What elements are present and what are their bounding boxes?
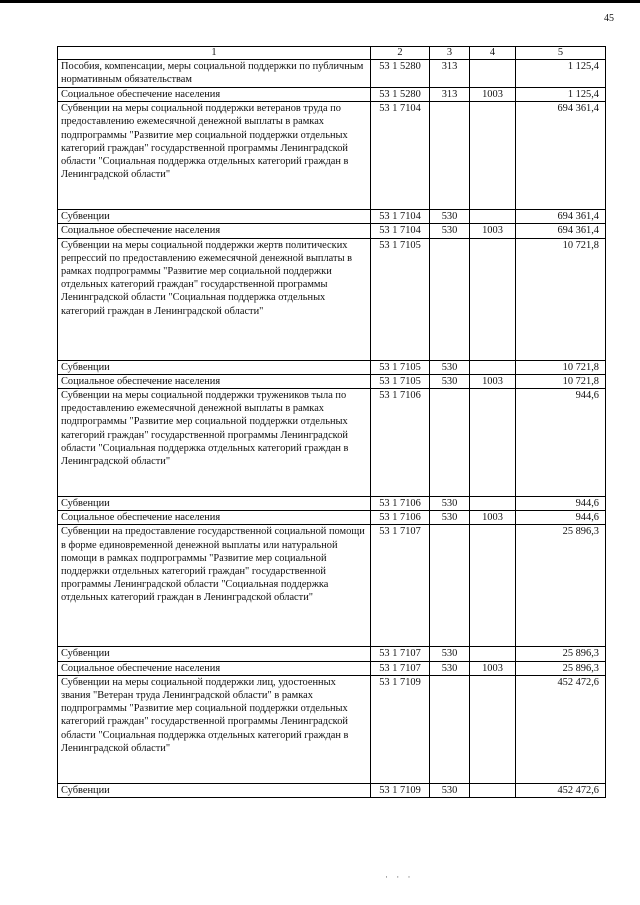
- header-cell: 3: [430, 47, 470, 60]
- row-description: Социальное обеспечение населения: [58, 224, 371, 238]
- table-row: [58, 374, 606, 388]
- row-expense-type: 530: [430, 783, 470, 797]
- row-section: [470, 647, 516, 661]
- table-row: [58, 497, 606, 511]
- row-description: Субвенции на меры социальной поддержки жертв политических репрессий по предоставлению ежемесячной денежной выплаты в рамках подпрограммы "Развитие мер социальной поддержки отдельных категорий граждан" государственной программы Ленинградской области "Социальная поддержка отдельных категорий граждан в Ленинградской области": [58, 238, 371, 360]
- row-description: Субвенции: [58, 783, 371, 797]
- table-row: [58, 88, 606, 102]
- row-expense-type: 530: [430, 661, 470, 675]
- row-section: 1003: [470, 661, 516, 675]
- table-header-row: [58, 47, 606, 60]
- row-section: [470, 210, 516, 224]
- budget-table: [57, 46, 606, 798]
- row-expense-type: [430, 389, 470, 497]
- row-description: Пособия, компенсации, меры социальной поддержки по публичным нормативным обязательствам: [58, 60, 371, 88]
- row-description: Субвенции на меры социальной поддержки лиц, удостоенных звания "Ветеран труда Ленинградской области" в рамках подпрограммы "Развитие мер социальной поддержки отдельных категорий граждан" государственной программы Ленинградской области "Социальная поддержка отдельных категорий граждан в Ленинградской области": [58, 675, 371, 783]
- scan-artifact-dots: · · ·: [385, 872, 414, 882]
- row-amount: 10 721,8: [516, 238, 606, 360]
- row-amount: 10 721,8: [516, 374, 606, 388]
- row-target-code: 53 1 7106: [371, 389, 430, 497]
- row-expense-type: 530: [430, 224, 470, 238]
- table-row: [58, 783, 606, 797]
- row-target-code: 53 1 7104: [371, 224, 430, 238]
- row-section: [470, 389, 516, 497]
- row-target-code: 53 1 7105: [371, 374, 430, 388]
- row-expense-type: 530: [430, 374, 470, 388]
- row-target-code: 53 1 5280: [371, 88, 430, 102]
- row-section: [470, 360, 516, 374]
- row-description: Субвенции: [58, 647, 371, 661]
- row-amount: 25 896,3: [516, 647, 606, 661]
- row-amount: 694 361,4: [516, 102, 606, 210]
- row-section: [470, 60, 516, 88]
- row-expense-type: 530: [430, 497, 470, 511]
- row-target-code: 53 1 7107: [371, 647, 430, 661]
- row-amount: 944,6: [516, 497, 606, 511]
- row-section: [470, 238, 516, 360]
- row-amount: 694 361,4: [516, 210, 606, 224]
- row-expense-type: 530: [430, 511, 470, 525]
- row-expense-type: [430, 102, 470, 210]
- row-section: 1003: [470, 374, 516, 388]
- row-target-code: 53 1 7109: [371, 675, 430, 783]
- row-expense-type: 530: [430, 647, 470, 661]
- row-target-code: 53 1 7109: [371, 783, 430, 797]
- table-row: [58, 60, 606, 88]
- table-row: [58, 647, 606, 661]
- table-row: [58, 360, 606, 374]
- row-description: Субвенции на меры социальной поддержки тружеников тыла по предоставлению ежемесячной денежной выплаты в рамках подпрограммы "Развитие мер социальной поддержки отдельных категорий граждан" государственной программы Ленинградской области "Социальная поддержка отдельных категорий граждан в Ленинградской области": [58, 389, 371, 497]
- row-amount: 944,6: [516, 511, 606, 525]
- row-target-code: 53 1 7107: [371, 525, 430, 647]
- row-amount: 1 125,4: [516, 88, 606, 102]
- row-section: [470, 783, 516, 797]
- header-cell: 2: [371, 47, 430, 60]
- row-target-code: 53 1 7107: [371, 661, 430, 675]
- row-amount: 452 472,6: [516, 675, 606, 783]
- table-row: [58, 102, 606, 210]
- row-amount: 694 361,4: [516, 224, 606, 238]
- row-amount: 10 721,8: [516, 360, 606, 374]
- row-description: Субвенции: [58, 497, 371, 511]
- row-target-code: 53 1 7105: [371, 238, 430, 360]
- row-description: Социальное обеспечение населения: [58, 661, 371, 675]
- row-section: [470, 675, 516, 783]
- row-description: Субвенции: [58, 210, 371, 224]
- row-section: 1003: [470, 511, 516, 525]
- row-description: Субвенции на предоставление государственной социальной помощи в форме единовременной денежной выплаты или натуральной помощи в рамках подпрограммы "Развитие мер социальной поддержки отдельных категорий граждан" государственной программы Ленинградской области "Социальная поддержка отдельных категорий граждан в Ленинградской области": [58, 525, 371, 647]
- row-expense-type: 313: [430, 60, 470, 88]
- row-amount: 944,6: [516, 389, 606, 497]
- row-target-code: 53 1 5280: [371, 60, 430, 88]
- top-border-line: [0, 0, 640, 3]
- table-row: [58, 238, 606, 360]
- page-number: 45: [604, 13, 614, 24]
- row-section: [470, 525, 516, 647]
- table-row: [58, 224, 606, 238]
- row-target-code: 53 1 7104: [371, 102, 430, 210]
- row-amount: 1 125,4: [516, 60, 606, 88]
- header-cell: 4: [470, 47, 516, 60]
- row-section: [470, 497, 516, 511]
- row-expense-type: [430, 675, 470, 783]
- row-amount: 452 472,6: [516, 783, 606, 797]
- table-row: [58, 511, 606, 525]
- row-description: Социальное обеспечение населения: [58, 511, 371, 525]
- row-target-code: 53 1 7104: [371, 210, 430, 224]
- row-expense-type: [430, 525, 470, 647]
- row-target-code: 53 1 7106: [371, 511, 430, 525]
- table-row: [58, 661, 606, 675]
- header-cell: 1: [58, 47, 371, 60]
- row-section: 1003: [470, 224, 516, 238]
- row-amount: 25 896,3: [516, 661, 606, 675]
- row-expense-type: [430, 238, 470, 360]
- row-expense-type: 530: [430, 210, 470, 224]
- row-description: Субвенции: [58, 360, 371, 374]
- row-description: Субвенции на меры социальной поддержки ветеранов труда по предоставлению ежемесячной денежной выплаты в рамках подпрограммы "Развитие мер социальной поддержки отдельных категорий граждан" государственной программы Ленинградской области "Социальная поддержка отдельных категорий граждан в Ленинградской области": [58, 102, 371, 210]
- row-description: Социальное обеспечение населения: [58, 374, 371, 388]
- table-row: [58, 210, 606, 224]
- header-cell: 5: [516, 47, 606, 60]
- table-row: [58, 675, 606, 783]
- table-row: [58, 389, 606, 497]
- row-expense-type: 530: [430, 360, 470, 374]
- row-expense-type: 313: [430, 88, 470, 102]
- table-row: [58, 525, 606, 647]
- row-target-code: 53 1 7106: [371, 497, 430, 511]
- row-amount: 25 896,3: [516, 525, 606, 647]
- row-target-code: 53 1 7105: [371, 360, 430, 374]
- row-section: [470, 102, 516, 210]
- row-section: 1003: [470, 88, 516, 102]
- row-description: Социальное обеспечение населения: [58, 88, 371, 102]
